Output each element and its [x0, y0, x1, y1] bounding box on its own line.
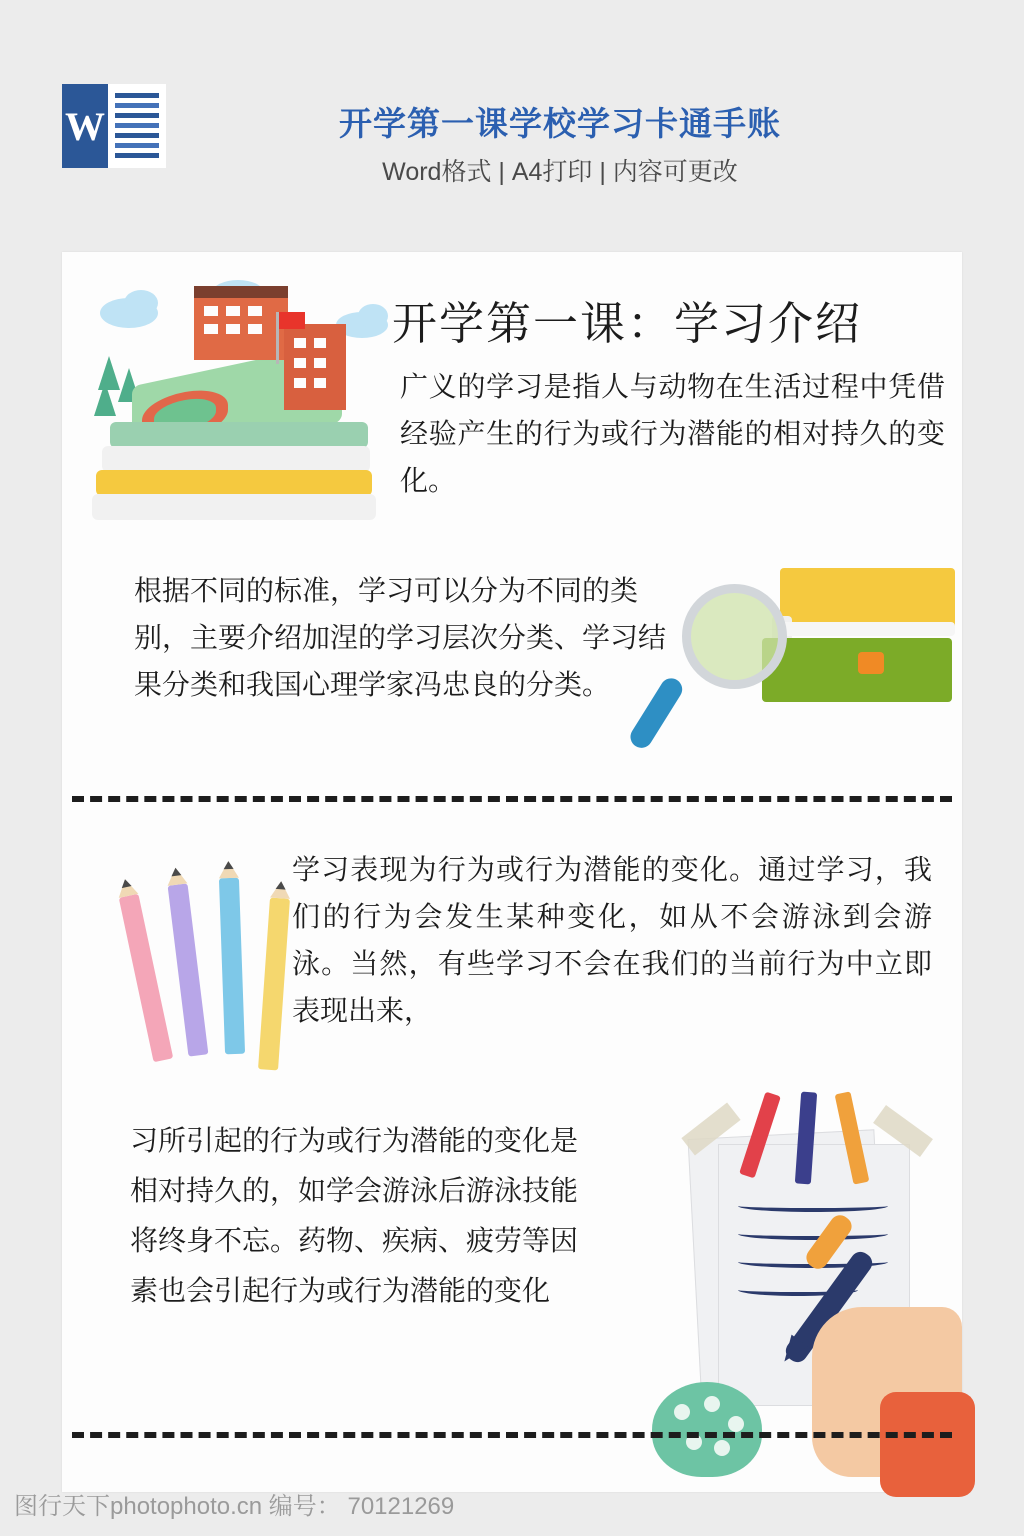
paragraph-4: 习所引起的行为或行为潜能的变化是相对持久的，如学会游泳后游泳技能将终身不忘。药物、疾病、疲劳等因素也会引起行为或行为潜能的变化 — [130, 1126, 579, 1307]
page-title: 开学第一课学校学习卡通手账 — [339, 105, 781, 142]
page-header — [0, 0, 1024, 232]
document-sheet — [62, 252, 962, 1492]
word-logo — [62, 84, 166, 168]
watermark: 图行天下photophoto.cn 编号： 70121269 — [14, 1493, 455, 1520]
word-logo-letter: W — [62, 84, 108, 168]
page-subtitle: Word格式 | A4打印 | 内容可更改 — [382, 158, 738, 186]
document-heading: 开学第一课：学习介绍 — [392, 299, 863, 349]
school-building-illustration — [84, 272, 384, 562]
section-divider — [72, 796, 952, 802]
magnifier-icon — [682, 584, 787, 689]
books-magnifier-illustration — [662, 552, 952, 762]
section-divider — [72, 1432, 952, 1438]
palette-icon — [652, 1382, 762, 1477]
paragraph-3: 学习表现为行为或行为潜能的变化。通过学习，我们的行为会发生某种变化，如从不会游泳到会游泳。当然，有些学习不会在我们的当前行为中立即表现出来， — [292, 855, 932, 1027]
paragraph-2: 根据不同的标准，学习可以分为不同的类别，主要介绍加涅的学习层次分类、学习结果分类和我国心理学家冯忠良的分类。 — [134, 576, 667, 701]
word-logo-lines — [108, 84, 166, 168]
paragraph-1: 广义的学习是指人与动物在生活过程中凭借经验产生的行为或行为潜能的相对持久的变化。 — [400, 372, 945, 497]
book-stack — [92, 422, 382, 547]
sleeve — [880, 1392, 975, 1497]
